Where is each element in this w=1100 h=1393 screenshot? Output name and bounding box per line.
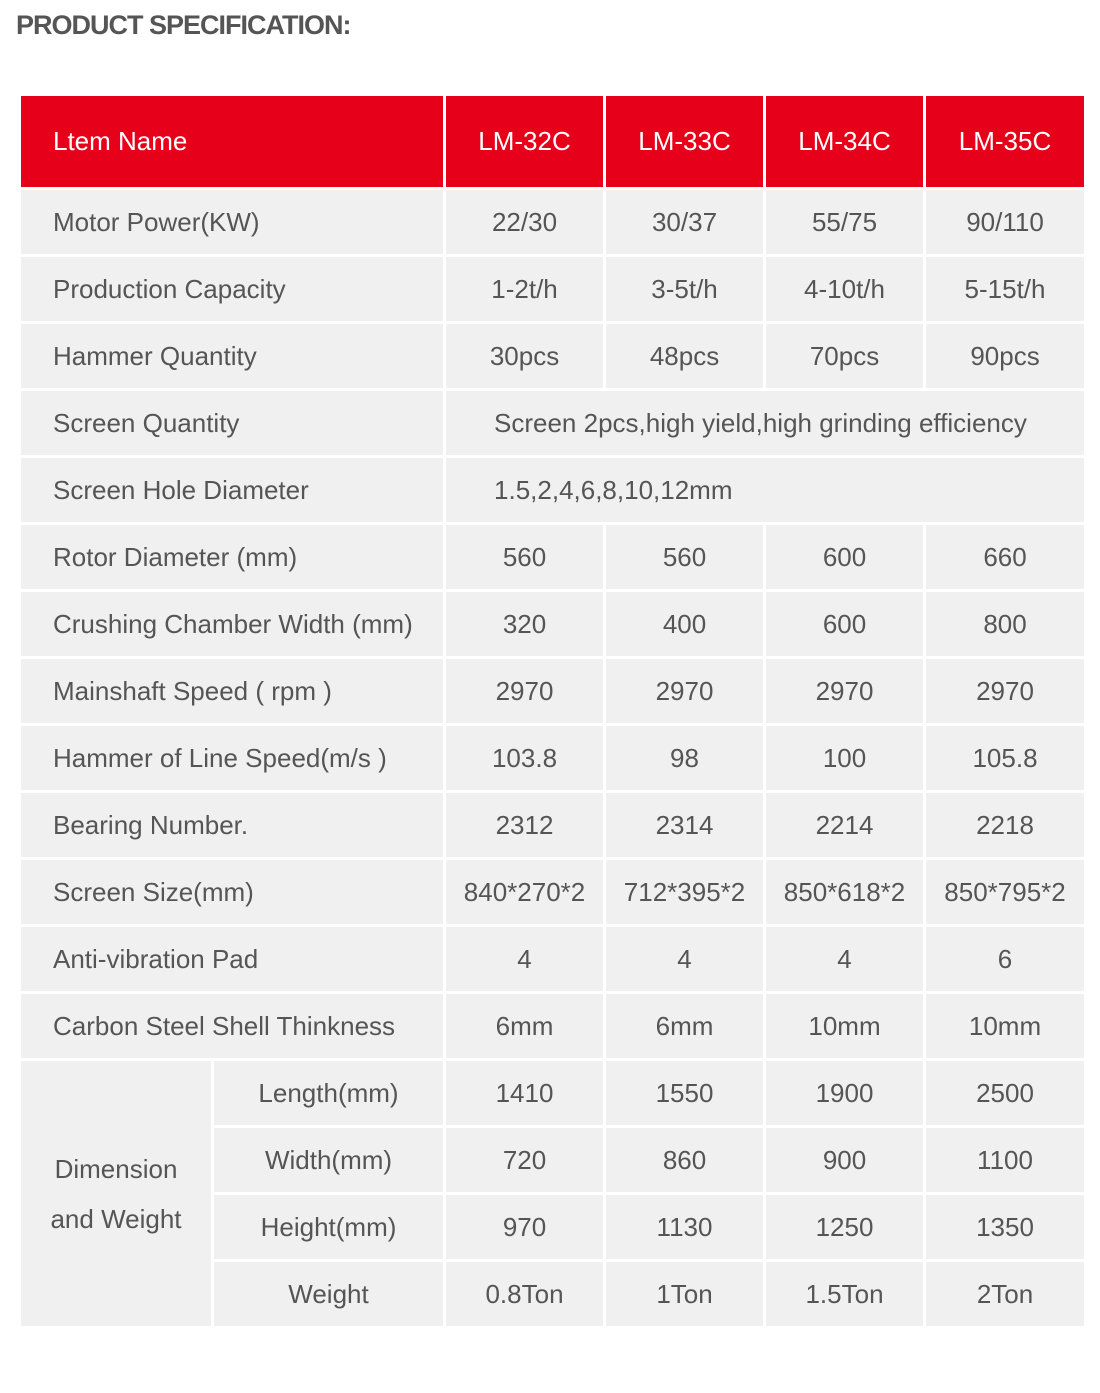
row-label: Height(mm) bbox=[213, 1194, 445, 1261]
cell-value: 48pcs bbox=[605, 323, 765, 390]
cell-value: 6 bbox=[925, 926, 1086, 993]
cell-value: 0.8Ton bbox=[445, 1261, 605, 1328]
table-row bbox=[20, 658, 1086, 725]
header-model: LM-32C bbox=[445, 95, 605, 189]
row-label: Production Capacity bbox=[20, 256, 445, 323]
cell-value: 3-5t/h bbox=[605, 256, 765, 323]
table-row bbox=[20, 792, 1086, 859]
cell-value: 30/37 bbox=[605, 189, 765, 256]
row-label: Width(mm) bbox=[213, 1127, 445, 1194]
row-label: Motor Power(KW) bbox=[20, 189, 445, 256]
cell-value: 320 bbox=[445, 591, 605, 658]
row-label: Mainshaft Speed ( rpm ) bbox=[20, 658, 445, 725]
cell-value: 1410 bbox=[445, 1060, 605, 1127]
table-header-row bbox=[20, 95, 1086, 189]
dimension-label-line1: Dimension bbox=[54, 1153, 178, 1184]
table-row bbox=[20, 1060, 1086, 1127]
cell-value: 2312 bbox=[445, 792, 605, 859]
row-label: Crushing Chamber Width (mm) bbox=[20, 591, 445, 658]
cell-value: 560 bbox=[605, 524, 765, 591]
dimension-weight-label bbox=[20, 1060, 213, 1328]
table-row bbox=[20, 993, 1086, 1060]
cell-value: 2970 bbox=[765, 658, 925, 725]
row-label: Weight bbox=[213, 1261, 445, 1328]
cell-value: 2Ton bbox=[925, 1261, 1086, 1328]
cell-value: 10mm bbox=[765, 993, 925, 1060]
cell-value: 10mm bbox=[925, 993, 1086, 1060]
cell-value-span: Screen 2pcs,high yield,high grinding efficiency bbox=[445, 390, 1086, 457]
row-label: Screen Size(mm) bbox=[20, 859, 445, 926]
cell-value: 1100 bbox=[925, 1127, 1086, 1194]
row-label: Bearing Number. bbox=[20, 792, 445, 859]
cell-value: 1900 bbox=[765, 1060, 925, 1127]
cell-value: 4 bbox=[765, 926, 925, 993]
cell-value: 1Ton bbox=[605, 1261, 765, 1328]
cell-value: 2314 bbox=[605, 792, 765, 859]
spec-table bbox=[18, 93, 1087, 1329]
cell-value: 1250 bbox=[765, 1194, 925, 1261]
cell-value-span: 1.5,2,4,6,8,10,12mm bbox=[445, 457, 1086, 524]
cell-value: 2970 bbox=[605, 658, 765, 725]
cell-value: 6mm bbox=[445, 993, 605, 1060]
table-row bbox=[20, 457, 1086, 524]
cell-value: 800 bbox=[925, 591, 1086, 658]
cell-value: 400 bbox=[605, 591, 765, 658]
cell-value: 100 bbox=[765, 725, 925, 792]
cell-value: 4-10t/h bbox=[765, 256, 925, 323]
header-model: LM-35C bbox=[925, 95, 1086, 189]
row-label: Anti-vibration Pad bbox=[20, 926, 445, 993]
cell-value: 720 bbox=[445, 1127, 605, 1194]
cell-value: 600 bbox=[765, 524, 925, 591]
cell-value: 600 bbox=[765, 591, 925, 658]
row-label: Screen Quantity bbox=[20, 390, 445, 457]
table-row bbox=[20, 189, 1086, 256]
cell-value: 4 bbox=[605, 926, 765, 993]
header-item-name: Ltem Name bbox=[20, 95, 445, 189]
table-row bbox=[20, 524, 1086, 591]
cell-value: 5-15t/h bbox=[925, 256, 1086, 323]
cell-value: 560 bbox=[445, 524, 605, 591]
cell-value: 2970 bbox=[925, 658, 1086, 725]
cell-value: 90/110 bbox=[925, 189, 1086, 256]
table-row bbox=[20, 591, 1086, 658]
cell-value: 850*618*2 bbox=[765, 859, 925, 926]
cell-value: 70pcs bbox=[765, 323, 925, 390]
table-row bbox=[20, 323, 1086, 390]
cell-value: 2218 bbox=[925, 792, 1086, 859]
cell-value: 860 bbox=[605, 1127, 765, 1194]
cell-value: 660 bbox=[925, 524, 1086, 591]
table-row bbox=[20, 390, 1086, 457]
row-label: Rotor Diameter (mm) bbox=[20, 524, 445, 591]
cell-value: 1350 bbox=[925, 1194, 1086, 1261]
cell-value: 1.5Ton bbox=[765, 1261, 925, 1328]
dimension-label-line2: and Weight bbox=[50, 1203, 182, 1234]
cell-value: 55/75 bbox=[765, 189, 925, 256]
cell-value: 1550 bbox=[605, 1060, 765, 1127]
cell-value: 22/30 bbox=[445, 189, 605, 256]
cell-value: 900 bbox=[765, 1127, 925, 1194]
cell-value: 103.8 bbox=[445, 725, 605, 792]
cell-value: 2970 bbox=[445, 658, 605, 725]
cell-value: 712*395*2 bbox=[605, 859, 765, 926]
cell-value: 2500 bbox=[925, 1060, 1086, 1127]
cell-value: 30pcs bbox=[445, 323, 605, 390]
table-row bbox=[20, 859, 1086, 926]
row-label: Carbon Steel Shell Thinkness bbox=[20, 993, 445, 1060]
cell-value: 840*270*2 bbox=[445, 859, 605, 926]
table-row bbox=[20, 926, 1086, 993]
header-model: LM-33C bbox=[605, 95, 765, 189]
row-label: Length(mm) bbox=[213, 1060, 445, 1127]
row-label: Hammer of Line Speed(m/s ) bbox=[20, 725, 445, 792]
cell-value: 850*795*2 bbox=[925, 859, 1086, 926]
cell-value: 98 bbox=[605, 725, 765, 792]
row-label: Hammer Quantity bbox=[20, 323, 445, 390]
cell-value: 4 bbox=[445, 926, 605, 993]
row-label: Screen Hole Diameter bbox=[20, 457, 445, 524]
table-row bbox=[20, 725, 1086, 792]
table-row bbox=[20, 256, 1086, 323]
cell-value: 2214 bbox=[765, 792, 925, 859]
cell-value: 970 bbox=[445, 1194, 605, 1261]
cell-value: 90pcs bbox=[925, 323, 1086, 390]
header-model: LM-34C bbox=[765, 95, 925, 189]
cell-value: 105.8 bbox=[925, 725, 1086, 792]
cell-value: 6mm bbox=[605, 993, 765, 1060]
cell-value: 1130 bbox=[605, 1194, 765, 1261]
cell-value: 1-2t/h bbox=[445, 256, 605, 323]
page-title: PRODUCT SPECIFICATION: bbox=[16, 10, 351, 40]
